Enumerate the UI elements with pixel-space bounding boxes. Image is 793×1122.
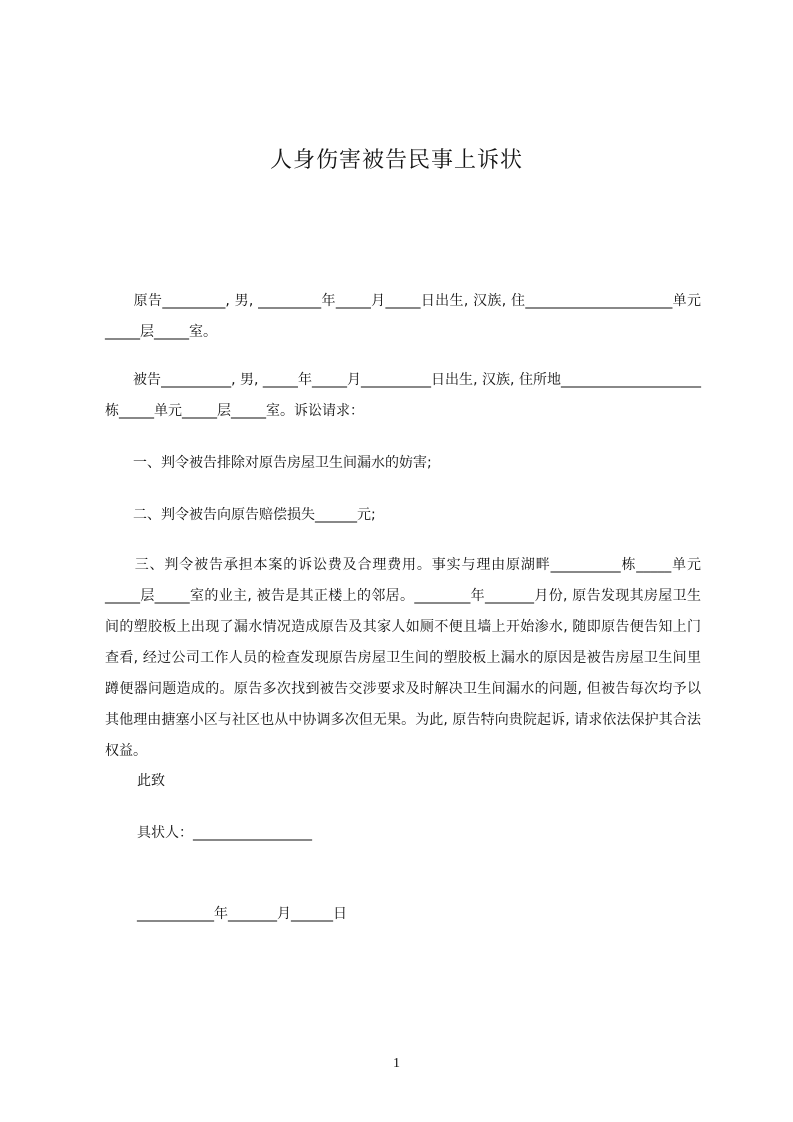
date-line: ___________年_______月______日 xyxy=(137,906,347,922)
document-title: 人身伤害被告民事上诉状 xyxy=(269,148,523,173)
signature-line: 具状人：_________________ xyxy=(137,825,312,841)
claim-one: 一、判令被告排除对原告房屋卫生间漏水的妨害; xyxy=(105,455,432,471)
page-number: 1 xyxy=(393,1056,400,1071)
plaintiff-paragraph: 原告_________, 男, _________年_____月_____日出生, 汉族, 住_____________________单元_____层_____室。 xyxy=(105,293,701,340)
claim-three-and-facts: 三、判令被告承担本案的诉讼费及合理费用。事实与理由原湖畔__________栋_____单元_____层_____室的业主, 被告是其正楼上的邻居。________年_______月份, 原告发现其房屋卫生间的塑胶板上出现了漏水情况造成原告及其家人如厕不便且墙上开始渗水, 随即原告便告知上门查看, 经过公司工作人员的检查发现原告房屋卫生间的塑胶板上漏水的原因是被告房屋卫生间里蹲便器问题造成的。原告多次找到被告交涉要求及时解决卫生间漏水的问题, 但被告每次均予以其他理由搪塞小区与社区也从中协调多次但无果。为此, 原告特向贵院起诉, 请求依法保护其合法权益。 xyxy=(105,557,701,759)
claim-two: 二、判令被告向原告赔偿损失______元; xyxy=(105,507,376,523)
defendant-paragraph: 被告__________, 男, _____年_____月__________日出生, 汉族, 住所地____________________栋_____单元_____层_____室。诉讼请求： xyxy=(105,372,701,419)
closing-salutation: 此致 xyxy=(137,773,165,789)
